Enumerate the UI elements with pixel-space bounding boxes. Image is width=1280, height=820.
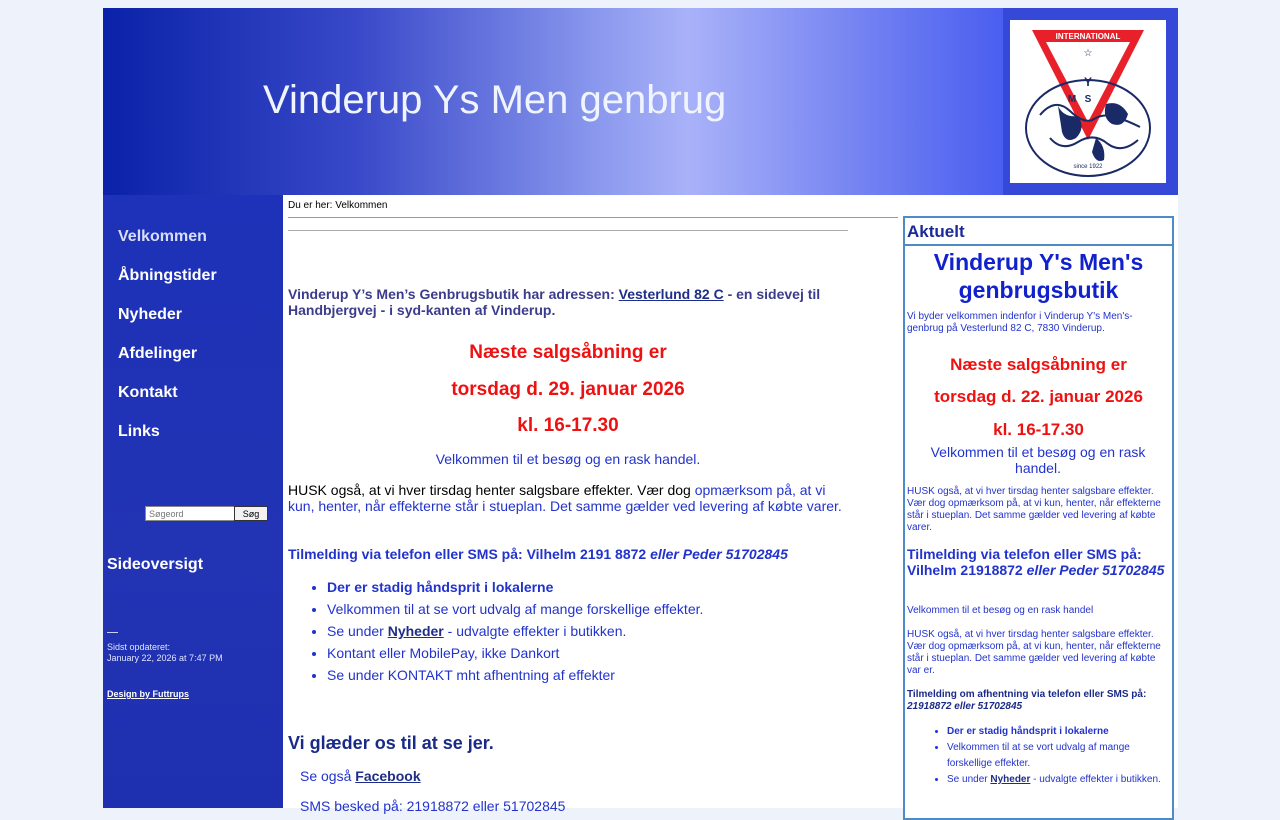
facebook-link[interactable]: Facebook: [355, 768, 421, 784]
logo-top-text: INTERNATIONAL: [1055, 32, 1121, 41]
list-item-text: Der er stadig håndsprit i lokalerne: [947, 726, 1109, 737]
list-item-suffix: - udvalgte effekter i butikken.: [1030, 774, 1161, 785]
registration-italic: eller Peder 51702845: [650, 546, 788, 562]
nyheder-link[interactable]: Nyheder: [387, 623, 444, 639]
info-list: [307, 579, 703, 689]
aktuelt-welcome: Velkommen til et besøg og en rask handel.: [930, 444, 1146, 476]
nav-item-links[interactable]: Links: [118, 423, 160, 440]
list-item: [947, 772, 1167, 788]
aktuelt-title: Aktuelt: [907, 222, 965, 241]
aktuelt-registration-2-prefix: Tilmelding om afhentning via telefon eller SMS på:: [907, 689, 1147, 700]
aktuelt-title-divider: [905, 244, 1172, 246]
site-header: [103, 8, 1003, 195]
welcome-text: Velkommen til et besøg og en rask handel.: [435, 451, 701, 467]
closing-heading: Vi glæder os til at se jer.: [288, 733, 494, 753]
divider: [107, 632, 118, 633]
nav-item-afdelinger[interactable]: Afdelinger: [118, 345, 198, 362]
sidebar: [103, 195, 283, 808]
list-item: [947, 724, 1167, 740]
list-item: [327, 623, 703, 645]
aktuelt-welcome-2: Velkommen til et besøg og en rask handel: [907, 605, 1094, 616]
logo-letter-m: M: [1067, 94, 1077, 105]
logo-box: [1003, 8, 1178, 195]
logo-since-text: since 1922: [1073, 164, 1103, 170]
list-item-text: Der er stadig håndsprit i lokalerne: [327, 579, 554, 595]
list-item: • Se under KONTAKT mht afhentning af effekter: [327, 667, 703, 689]
nav-item-aabningstider[interactable]: Åbningstider: [118, 267, 217, 284]
page-wrapper: [103, 8, 1178, 814]
horizontal-rule: [288, 230, 848, 231]
address-link[interactable]: Vesterlund 82 C: [618, 286, 724, 302]
sitemap-link[interactable]: Sideoversigt: [107, 556, 204, 573]
nav-item-kontakt[interactable]: Kontakt: [118, 384, 178, 401]
address-prefix: Vinderup Y’s Men’s Genbrugsbutik har adressen:: [288, 286, 619, 302]
breadcrumb-divider: [288, 217, 898, 218]
aktuelt-list: [929, 724, 1167, 788]
aktuelt-panel: [903, 216, 1174, 820]
last-updated-label: Sidst opdateret:: [107, 642, 171, 652]
aktuelt-intro: Vi byder velkommen indenfor i Vinderup Y's Men's-genbrug på Vesterlund 82 C, 7830 Vinderup.: [907, 311, 1133, 334]
breadcrumb: Du er her: Velkommen: [288, 200, 388, 211]
husk-text-blue: opmærksom på, at vi kun, henter, når effekterne står i stueplan. Det samme gælder ved levering af købte varer.: [288, 482, 842, 514]
ys-men-logo-icon: [1010, 20, 1166, 183]
husk-text-dark: HUSK også, at vi hver tirsdag henter salgsbare effekter. Vær dog: [288, 482, 695, 498]
last-updated-value: January 22, 2026 at 7:47 PM: [107, 653, 223, 663]
facebook-prefix: Se også: [300, 768, 356, 784]
next-sale-heading: Næste salgsåbning er: [469, 342, 667, 363]
list-item-prefix: Se under: [947, 774, 991, 785]
svg-text:☆: ☆: [1083, 48, 1093, 59]
design-credit-link[interactable]: Design by Futtrups: [107, 689, 190, 699]
address-suffix: - en sidevej til Handbjergvej - i syd-kanten af Vinderup.: [288, 286, 821, 318]
aktuelt-registration: [907, 546, 1169, 578]
aktuelt-date: torsdag d. 22. januar 2026: [934, 387, 1143, 406]
nav-item-nyheder[interactable]: Nyheder: [118, 306, 183, 323]
next-sale-date: torsdag d. 29. januar 2026: [451, 379, 685, 400]
registration-prefix: Tilmelding via telefon eller SMS på: Vilhelm 2191 8872: [288, 546, 651, 562]
list-item-suffix: - udvalgte effekter i butikken.: [443, 623, 627, 639]
site-title: Vinderup Ys Men genbrug: [263, 78, 727, 122]
aktuelt-registration-prefix: Tilmelding via telefon eller SMS på: Vilhelm 21918872: [907, 546, 1142, 578]
sms-text: SMS besked på: 21918872 eller 51702845: [300, 798, 566, 814]
main-content: [283, 195, 903, 814]
aktuelt-next-sale: Næste salgsåbning er: [950, 355, 1127, 374]
aktuelt-husk: HUSK også, at vi hver tirsdag henter salgsbare effekter. Vær dog opmærksom på, at vi kun, henter, når effekterne står i stueplan. Det samme gælder ved levering af købte varer.: [907, 486, 1161, 533]
aktuelt-husk-2: HUSK også, at vi hver tirsdag henter salgsbare effekter. Vær dog opmærksom på, at vi kun, henter, når effekterne står i stueplan. Det samme gælder ved levering af købte var er.: [907, 629, 1161, 676]
aktuelt-time: kl. 16-17.30: [993, 420, 1084, 439]
ys-men-logo[interactable]: [1010, 20, 1166, 183]
registration-text: [288, 546, 788, 562]
facebook-text: [300, 768, 421, 784]
logo-letter-y: Y: [1083, 75, 1093, 89]
list-item: • Velkommen til at se vort udvalg af mange forskellige effekter.: [947, 740, 1167, 772]
aktuelt-registration-italic: eller Peder 51702845: [1026, 562, 1165, 578]
aktuelt-registration-2: [907, 689, 1169, 713]
search-button[interactable]: Søg: [234, 506, 268, 521]
list-item-prefix: Se under: [327, 623, 388, 639]
address-text: [288, 286, 848, 318]
next-sale-time: kl. 16-17.30: [517, 415, 619, 436]
aktuelt-nyheder-link[interactable]: Nyheder: [990, 774, 1031, 785]
logo-letter-s: S: [1084, 94, 1092, 105]
search-input[interactable]: [145, 506, 235, 521]
right-column: [903, 195, 1178, 808]
list-item: • Kontant eller MobilePay, ikke Dankort: [327, 645, 703, 667]
aktuelt-heading: Vinderup Y's Men's genbrugsbutik: [933, 249, 1144, 303]
nav-item-velkommen[interactable]: Velkommen: [118, 228, 207, 245]
aktuelt-registration-2-italic: 21918872 eller 51702845: [907, 701, 1023, 712]
list-item: • Velkommen til at se vort udvalg af mange forskellige effekter.: [327, 601, 703, 623]
husk-text: [288, 482, 848, 514]
list-item: [327, 579, 703, 601]
